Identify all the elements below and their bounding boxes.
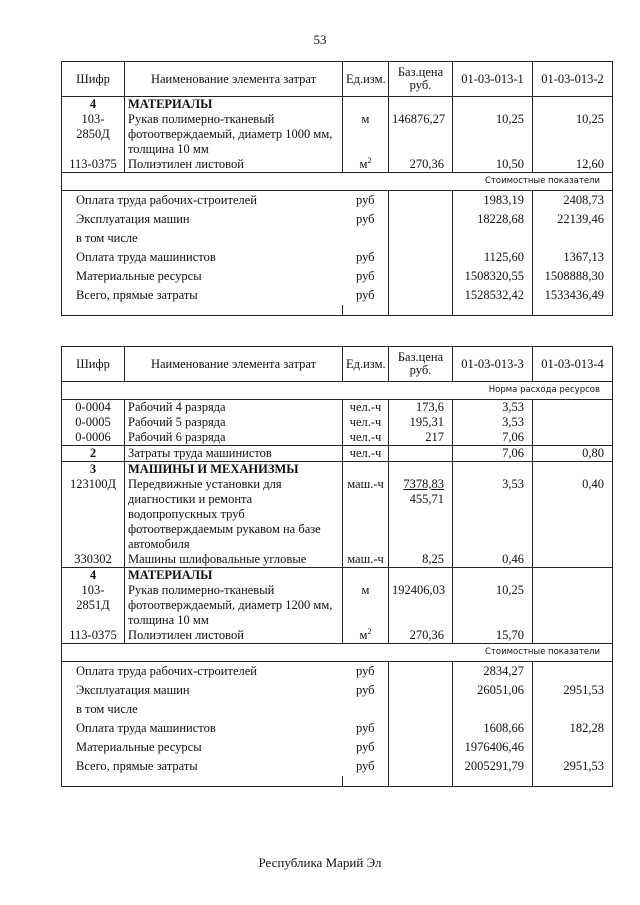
base-price-value: 217	[425, 430, 444, 444]
cost-name: Материальные ресурсы	[76, 269, 202, 283]
row-name: МАТЕРИАЛЫ	[125, 97, 343, 113]
cost-value-1: 26051,06	[453, 681, 533, 700]
padding-cell	[533, 776, 613, 787]
row-base-price	[389, 415, 453, 430]
padding-cell	[343, 305, 389, 316]
cost-value-2: 2951,53	[533, 681, 613, 700]
cost-value-1: 1608,66	[453, 719, 533, 738]
row-unit	[343, 157, 389, 173]
padding-cell	[453, 305, 533, 316]
row-code: 103-2851Д	[76, 583, 110, 612]
padding-cell	[62, 305, 343, 316]
cost-value-1: 2005291,79	[453, 757, 533, 776]
base-price-value: 270,36	[409, 157, 444, 171]
cost-value-2	[533, 738, 613, 757]
row-value-2: 10,25	[533, 112, 613, 157]
base-price-value: 195,31	[409, 415, 444, 429]
cost-value-1: 1983,19	[453, 191, 533, 211]
row-unit	[343, 430, 389, 446]
cost-unit: руб	[355, 288, 375, 302]
row-code: 330302	[74, 552, 112, 566]
cost-row	[62, 248, 613, 267]
unit-text: чел.-ч	[349, 400, 382, 414]
row-unit	[343, 628, 389, 644]
cost-base-price	[389, 700, 453, 719]
cost-value-2	[533, 700, 613, 719]
cost-row	[62, 738, 613, 757]
row-name: Передвижные установки для диагностики и ремонта водопропускных труб фотоотверждаемым рукавом на базе автомобиля	[125, 477, 343, 552]
resource-table-2	[61, 346, 613, 787]
row-unit	[343, 415, 389, 430]
row-base-price	[389, 583, 453, 628]
row-unit	[343, 446, 389, 462]
row-value-1: 3,53	[453, 477, 533, 552]
row-code: 4	[89, 97, 97, 111]
section-label-costs: Стоимостные показатели	[62, 644, 613, 662]
cost-name: в том числе	[76, 231, 138, 245]
cost-unit	[343, 700, 389, 719]
padding-cell	[533, 305, 613, 316]
base-price-value: 192406,03	[392, 583, 446, 597]
cost-value-1: 1528532,42	[453, 286, 533, 305]
cost-unit: руб	[355, 212, 375, 226]
cost-value-2: 22139,46	[533, 210, 613, 229]
padding-cell	[453, 776, 533, 787]
cost-value-1: 1976406,46	[453, 738, 533, 757]
cost-name: Эксплуатация машин	[76, 212, 190, 226]
table-row	[62, 568, 613, 584]
row-code: 123100Д	[69, 477, 117, 491]
header-base-price: Баз.цена руб.	[389, 62, 453, 97]
header-code: Шифр	[62, 347, 125, 382]
table-row	[62, 415, 613, 430]
header-base-price: Баз.цена руб.	[389, 347, 453, 382]
cost-row	[62, 681, 613, 700]
cost-value-2: 2408,73	[533, 191, 613, 211]
cost-value-2	[533, 229, 613, 248]
base-price-value: 146876,27	[392, 112, 446, 126]
row-value-2	[533, 400, 613, 416]
row-base-price	[389, 628, 453, 644]
base-price-secondary: 455,71	[409, 492, 444, 506]
cost-row	[62, 662, 613, 682]
row-value-1: 10,25	[453, 583, 533, 628]
cost-base-price	[389, 248, 453, 267]
row-code: 103-2850Д	[76, 112, 110, 141]
header-col-2: 01-03-013-4	[533, 347, 613, 382]
cost-name: Всего, прямые затраты	[76, 759, 198, 773]
table-row	[62, 400, 613, 416]
cost-row	[62, 210, 613, 229]
row-value-1: 3,53	[453, 415, 533, 430]
row-unit	[343, 400, 389, 416]
unit-text: чел.-ч	[349, 430, 382, 444]
padding-cell	[389, 305, 453, 316]
table-row	[62, 628, 613, 644]
cost-unit: руб	[355, 759, 375, 773]
cost-base-price	[389, 210, 453, 229]
row-unit	[343, 583, 389, 628]
cost-name: Оплата труда рабочих-строителей	[76, 193, 257, 207]
cost-value-1: 18228,68	[453, 210, 533, 229]
cost-row	[62, 191, 613, 211]
page-number: 53	[313, 32, 327, 47]
table-row	[62, 430, 613, 446]
row-value-2	[533, 583, 613, 628]
cost-unit: руб	[355, 721, 375, 735]
row-value-2: 0,80	[533, 446, 613, 462]
row-value-2	[533, 568, 613, 584]
row-code: 4	[62, 568, 125, 584]
padding-cell	[343, 776, 389, 787]
row-base-price	[389, 477, 453, 552]
row-base-price	[389, 112, 453, 157]
cost-name: Оплата труда машинистов	[76, 721, 216, 735]
cost-value-2: 2951,53	[533, 757, 613, 776]
base-price-value: 7378,83	[403, 477, 444, 491]
cost-base-price	[389, 738, 453, 757]
row-value-1: 7,06	[453, 430, 533, 446]
row-unit	[343, 112, 389, 157]
row-unit	[343, 568, 389, 584]
row-name: Затраты труда машинистов	[125, 446, 343, 462]
table-row	[62, 477, 613, 552]
base-price-value: 173,6	[415, 400, 444, 414]
section-label-costs: Стоимостные показатели	[62, 173, 613, 191]
row-unit	[343, 477, 389, 552]
row-code: 0-0005	[75, 415, 111, 429]
unit-text: м	[359, 628, 368, 642]
cost-value-2: 1533436,49	[533, 286, 613, 305]
row-unit	[343, 97, 389, 113]
row-base-price	[389, 157, 453, 173]
row-value-2	[533, 97, 613, 113]
cost-unit: руб	[355, 193, 375, 207]
header-name: Наименование элемента затрат	[125, 347, 343, 382]
unit-text: маш.-ч	[347, 477, 384, 491]
cost-name: в том числе	[76, 702, 138, 716]
row-base-price	[389, 568, 453, 584]
cost-unit: руб	[355, 269, 375, 283]
cost-base-price	[389, 286, 453, 305]
cost-value-1: 1125,60	[453, 248, 533, 267]
row-code: 113-0375	[69, 157, 117, 171]
cost-base-price	[389, 267, 453, 286]
row-code: 2	[62, 446, 125, 462]
cost-unit	[343, 229, 389, 248]
padding-cell	[62, 776, 343, 787]
row-base-price	[389, 552, 453, 568]
header-unit: Ед.изм.	[343, 347, 389, 382]
cost-name: Материальные ресурсы	[76, 740, 202, 754]
cost-unit: руб	[355, 740, 375, 754]
row-value-2	[533, 430, 613, 446]
row-unit	[343, 552, 389, 568]
row-unit	[343, 462, 389, 478]
table-row	[62, 552, 613, 568]
header-name: Наименование элемента затрат	[125, 62, 343, 97]
cost-base-price	[389, 757, 453, 776]
header-unit: Ед.изм.	[343, 62, 389, 97]
unit-superscript: 2	[367, 626, 372, 636]
row-value-1	[453, 568, 533, 584]
cost-value-1	[453, 700, 533, 719]
cost-value-2: 1367,13	[533, 248, 613, 267]
cost-row	[62, 719, 613, 738]
cost-unit: руб	[355, 250, 375, 264]
cost-name: Оплата труда рабочих-строителей	[76, 664, 257, 678]
cost-unit: руб	[355, 683, 375, 697]
header-col-2: 01-03-013-2	[533, 62, 613, 97]
page-footer: Республика Марий Эл	[258, 855, 382, 870]
padding-cell	[389, 776, 453, 787]
row-value-1: 7,06	[453, 446, 533, 462]
row-value-1	[453, 97, 533, 113]
cost-value-1: 1508320,55	[453, 267, 533, 286]
row-base-price	[389, 400, 453, 416]
unit-text: маш.-ч	[347, 552, 384, 566]
cost-value-1	[453, 229, 533, 248]
row-value-2: 0,40	[533, 477, 613, 552]
cost-row	[62, 229, 613, 248]
row-base-price	[389, 446, 453, 462]
unit-superscript: 2	[367, 155, 372, 165]
base-price-value: 270,36	[409, 628, 444, 642]
row-name: Рабочий 4 разряда	[125, 400, 343, 416]
table-row	[62, 112, 613, 157]
cost-name: Оплата труда машинистов	[76, 250, 216, 264]
cost-name: Всего, прямые затраты	[76, 288, 198, 302]
row-name: Рукав полимерно-тканевый фотоотверждаемый, диаметр 1200 мм, толщина 10 мм	[125, 583, 343, 628]
unit-text: м	[361, 112, 370, 126]
row-value-1: 3,53	[453, 400, 533, 416]
row-base-price	[389, 97, 453, 113]
row-value-1: 10,25	[453, 112, 533, 157]
table-row	[62, 157, 613, 173]
cost-base-price	[389, 662, 453, 682]
row-value-2	[533, 415, 613, 430]
row-name: Полиэтилен листовой	[125, 628, 343, 644]
row-value-1: 0,46	[453, 552, 533, 568]
row-code: 3	[62, 462, 125, 478]
row-name: Машины шлифовальные угловые	[125, 552, 343, 568]
row-code: 0-0006	[75, 430, 111, 444]
row-name: Рабочий 6 разряда	[125, 430, 343, 446]
base-price-value: 8,25	[422, 552, 444, 566]
row-name: МАШИНЫ И МЕХАНИЗМЫ	[125, 462, 343, 478]
header-col-1: 01-03-013-1	[453, 62, 533, 97]
row-value-1: 15,70	[453, 628, 533, 644]
row-value-2	[533, 462, 613, 478]
row-value-2: 12,60	[533, 157, 613, 173]
cost-unit: руб	[355, 664, 375, 678]
section-label-norms: Норма расхода ресурсов	[62, 382, 613, 400]
row-name: Полиэтилен листовой	[125, 157, 343, 173]
table-row	[62, 97, 613, 113]
row-name: Рабочий 5 разряда	[125, 415, 343, 430]
cost-name: Эксплуатация машин	[76, 683, 190, 697]
cost-base-price	[389, 191, 453, 211]
unit-text: чел.-ч	[349, 415, 382, 429]
unit-text: м	[359, 157, 368, 171]
row-base-price	[389, 430, 453, 446]
row-name: МАТЕРИАЛЫ	[125, 568, 343, 584]
row-code: 0-0004	[62, 400, 125, 416]
cost-row	[62, 757, 613, 776]
row-value-2	[533, 628, 613, 644]
row-code: 113-0375	[69, 628, 117, 642]
resource-table-1	[61, 61, 613, 316]
cost-row	[62, 286, 613, 305]
row-value-2	[533, 552, 613, 568]
row-value-1	[453, 462, 533, 478]
cost-base-price	[389, 719, 453, 738]
table-row	[62, 462, 613, 478]
cost-row	[62, 700, 613, 719]
header-code: Шифр	[62, 62, 125, 97]
cost-base-price	[389, 681, 453, 700]
unit-text: м	[361, 583, 370, 597]
cost-row	[62, 267, 613, 286]
row-value-1: 10,50	[453, 157, 533, 173]
cost-value-2	[533, 662, 613, 682]
table-row	[62, 446, 613, 462]
cost-value-2: 182,28	[533, 719, 613, 738]
table-row	[62, 583, 613, 628]
unit-text: чел.-ч	[349, 446, 382, 460]
cost-value-1: 2834,27	[453, 662, 533, 682]
row-name: Рукав полимерно-тканевый фотоотверждаемый, диаметр 1000 мм, толщина 10 мм	[125, 112, 343, 157]
row-base-price	[389, 462, 453, 478]
cost-base-price	[389, 229, 453, 248]
header-col-1: 01-03-013-3	[453, 347, 533, 382]
cost-value-2: 1508888,30	[533, 267, 613, 286]
